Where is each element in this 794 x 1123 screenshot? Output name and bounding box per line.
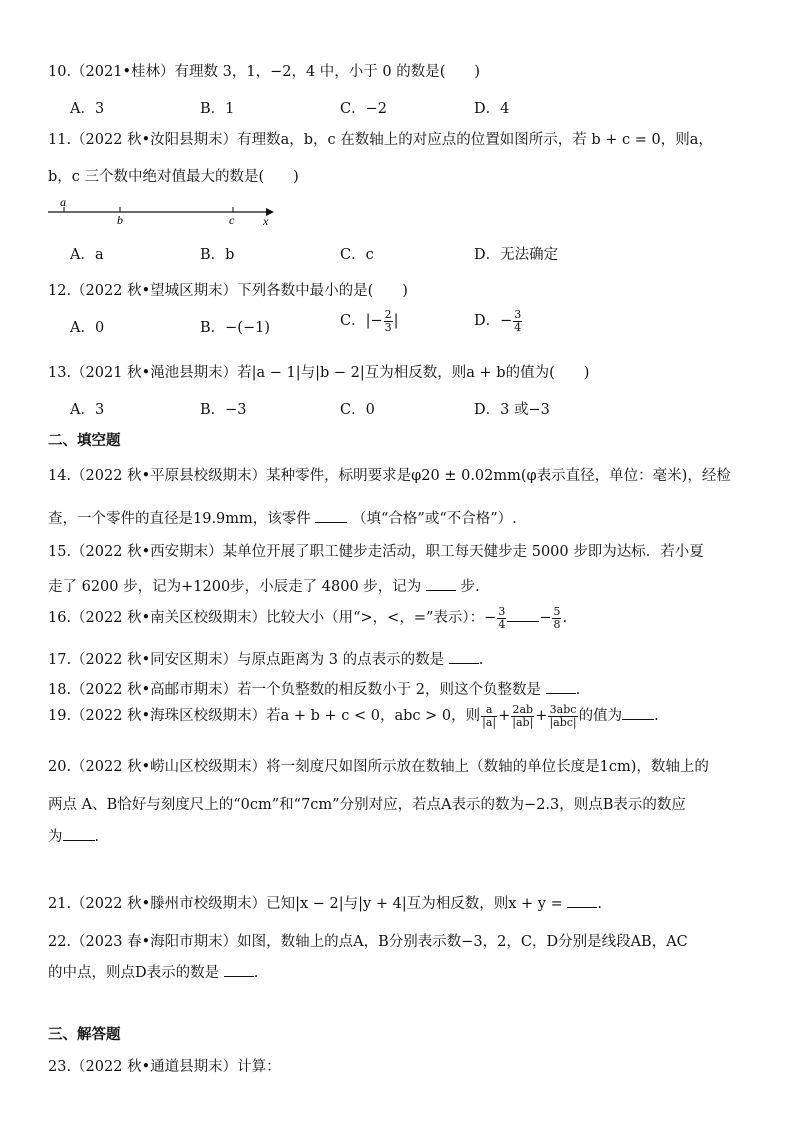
q10-option-b: B．1 <box>200 101 235 117</box>
q20-stem-line1: 20.（2022 秋•崂山区校级期末）将一刻度尺如图所示放在数轴上（数轴的单位长度是1cm)，数轴上的 <box>48 759 709 775</box>
q12-option-d: D．− $\frac{3}{4}$ <box>474 308 522 334</box>
q13-option-b: B．−3 <box>200 402 247 418</box>
section-fill-in-heading: 二、填空题 <box>48 432 121 449</box>
q11-label-a: a <box>60 198 66 209</box>
q13-option-c: C．0 <box>340 402 375 418</box>
q11-option-c: C．c <box>340 247 374 263</box>
q22-stem-line1: 22.（2023 春•海阳市期末）如图，数轴上的点A，B分别表示数−3，2，C，D分别是线段AB，AC <box>48 934 688 950</box>
q16-stem: 16.（2022 秋•南关区校级期末）比较大小（用“>，<，=”表示）：− $\frac{3}{4}$ − $\frac{5}{8}$ . <box>48 605 568 631</box>
q15-stem-line1: 15.（2022 秋•西安期末）某单位开展了职工健步走活动，职工每天健步走 5000 步即为达标．若小夏 <box>48 544 704 560</box>
q17-answer-blank[interactable] <box>449 651 479 664</box>
q11-stem-line1: 11.（2022 秋•汝阳县期末）有理数a，b，c 在数轴上的对应点的位置如图所示，若 b + c = 0，则a， <box>48 132 713 148</box>
section-solve-heading: 三、解答题 <box>48 1026 121 1043</box>
q20-answer-blank[interactable] <box>63 828 95 841</box>
q17-stem: 17.（2022 秋•同安区期末）与原点距离为 3 的点表示的数是 . <box>48 652 484 668</box>
q12-option-a: A．0 <box>70 320 105 336</box>
q20-stem-line2: 两点 A、B恰好与刻度尺上的“0cm”和“7cm”分别对应，若点A表示的数为−2.3，则点B表示的数应 <box>48 797 686 813</box>
q18-answer-blank[interactable] <box>546 681 576 694</box>
q14-stem-line1: 14.（2022 秋•平原县校级期末）某种零件，标明要求是φ20 ± 0.02mm(φ表示直径，单位：毫米)，经检 <box>48 468 731 484</box>
q10-option-c: C．−2 <box>340 101 387 117</box>
q11-label-c: c <box>229 213 235 227</box>
q14-answer-blank[interactable] <box>315 510 347 523</box>
q11-label-x: x <box>263 214 269 228</box>
q11-number-line <box>44 198 284 230</box>
q18-stem: 18.（2022 秋•高邮市期末）若一个负整数的相反数小于 2，则这个负整数是 . <box>48 682 581 698</box>
q20-stem-line3: 为 . <box>48 829 100 845</box>
q19-stem: 19.（2022 秋•海珠区校级期末）若a + b + c < 0，abc > 0，则 $\frac{a}{|a|}$ + $\frac{2ab}{|ab|}$ + $\frac{\text{3abc}}{\text{|abc|}}$ 的值为 . <box>48 703 659 729</box>
q11-stem-line2: b，c 三个数中绝对值最大的数是( ) <box>48 169 299 185</box>
q11-label-b: b <box>117 213 123 227</box>
q14-stem-line2: 查，一个零件的直径是19.9mm，该零件 （填“合格”或“不合格”）. <box>48 511 517 527</box>
q21-answer-blank[interactable] <box>567 895 597 908</box>
q23-stem: 23.（2022 秋•通道县期末）计算： <box>48 1059 281 1075</box>
q16-answer-blank[interactable] <box>507 609 539 622</box>
q12-option-c: C．|− $\frac{2}{3}$ | <box>340 308 399 334</box>
q22-stem-line2: 的中点，则点D表示的数是 . <box>48 965 259 981</box>
q22-answer-blank[interactable] <box>224 964 254 977</box>
q11-option-b: B．b <box>200 247 235 263</box>
q21-stem: 21.（2022 秋•滕州市校级期末）已知|x − 2|与|y + 4|互为相反数，则x + y = . <box>48 896 602 912</box>
q11-option-a: A．a <box>70 247 104 263</box>
q12-stem: 12.（2022 秋•望城区期末）下列各数中最小的是( ) <box>48 283 408 299</box>
q13-option-d: D．3 或−3 <box>474 402 550 418</box>
q11-option-d: D．无法确定 <box>474 247 559 263</box>
q15-stem-line2: 走了 6200 步，记为+1200步，小辰走了 4800 步，记为 步. <box>48 579 480 595</box>
q12-option-b: B．−(−1) <box>200 320 270 336</box>
q15-answer-blank[interactable] <box>426 578 456 591</box>
q19-answer-blank[interactable] <box>622 707 654 720</box>
q13-stem: 13.（2021 秋•渑池县期末）若|a − 1|与|b − 2|互为相反数，则a + b的值为( ) <box>48 365 590 381</box>
q10-stem: 10.（2021•桂林）有理数 3，1，−2，4 中，小于 0 的数是( ) <box>48 64 481 80</box>
q10-option-a: A．3 <box>70 101 105 117</box>
q13-option-a: A．3 <box>70 402 105 418</box>
q10-option-d: D．4 <box>474 101 510 117</box>
